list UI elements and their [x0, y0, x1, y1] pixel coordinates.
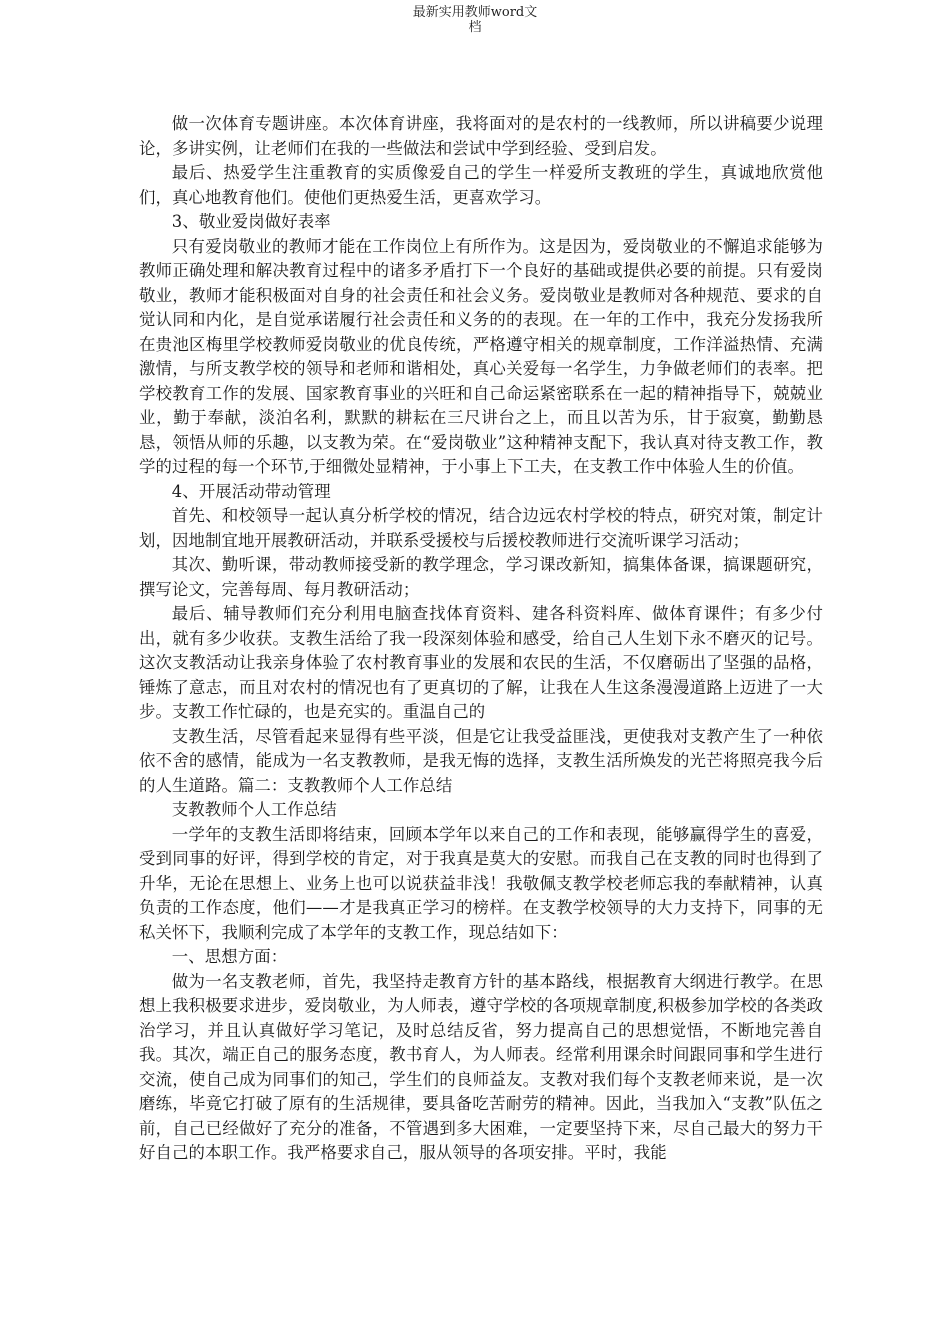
section-heading-3: 3、敬业爱岗做好表率 [171, 212, 331, 231]
paragraph-last-guide: 最后、辅导教师们充分利用电脑查找体育资料、建各科资料库、做体育课件；有多少付出，就有多少收获。支教生活给了我一段深刻体验和感受，给自己人生划下永不磨灭的记号。这次支教活动让我亲身体验了农村教育事业的发展和农民的生活，不仅磨砺出了坚强的品格，锤炼了意志，而且对农村的情况也有了更真切的了解，让我在人生这条漫漫道路上迈进了一大步。支教工作忙碌的，也是充实的。重温自己的 [139, 604, 823, 721]
paragraph-thought: 做为一名支教老师，首先，我坚持走教育方针的基本路线，根据教育大纲进行教学。在思想上我积极要求进步，爱岗敬业，为人师表，遵守学校的各项规章制度,积极参加学校的各类政治学习，并且认真做好学习笔记，及时总结反省，努力提高自己的思想觉悟，不断地完善自我。其次，端正自己的服务态度，教书育人，为人师表。经常利用课余时间跟同事和学生进行交流，使自己成为同事们的知己，学生们的良师益友。支教对我们每个支教老师来说，是一次磨练，毕竟它打破了原有的生活规律，要具备吃苦耐劳的精神。因此，当我加入“支教”队伍之前，自己已经做好了充分的准备，不管遇到多大困难，一定要坚持下来，尽自己最大的努力干好自己的本职工作。我严格要求自己，服从领导的各项安排。平时，我能 [139, 971, 823, 1162]
header-line-2: 档 [468, 20, 482, 35]
paragraph-dedication: 只有爱岗敬业的教师才能在工作岗位上有所作为。这是因为，爱岗敬业的不懈追求能够为教师正确处理和解决教育过程中的诸多矛盾打下一个良好的基础或提供必要的前提。只有爱岗敬业，教师才能积极面对自身的社会责任和社会义务。爱岗敬业是教师对各种规范、要求的自觉认同和内化，是自觉承诺履行社会责任和义务的的表现。在一年的工作中，我充分发扬我所在贵池区梅里学校教师爱岗敬业的优良传统，严格遵守相关的规章制度，工作洋溢热情、充满激情，与所支教学校的领导和老师和谐相处，真心关爱每一名学生，力争做老师们的表率。把学校教育工作的发展、国家教育事业的兴旺和自己命运紧密联系在一起的精神指导下，兢兢业业，勤于奉献，淡泊名利，默默的耕耘在三尺讲台之上，而且以苦为乐，甘于寂寞，勤勤恳恳，领悟从师的乐趣，以支教为荣。在“爱岗敬业”这种精神支配下，我认真对待支教工作，教学的过程的每一个环节,于细微处显精神，于小事上下工夫，在支教工作中体验人生的价值。 [139, 236, 823, 476]
paragraph-first-plan: 首先、和校领导一起认真分析学校的情况，结合边远农村学校的特点，研究对策，制定计划，因地制宜地开展教研活动，并联系受援校与后援校教师进行交流听课学习活动； [139, 506, 823, 550]
paragraph-teaching-life: 支教生活，尽管看起来显得有些平淡，但是它让我受益匪浅，更使我对支教产生了一种依依不舍的感情，能成为一名支教教师，是我无悔的选择，支教生活所焕发的光芒将照亮我今后的人生道路。篇二：支教教师个人工作总结 [139, 726, 823, 795]
section-heading-thought: 一、思想方面： [171, 947, 288, 966]
header-line-1: 最新实用教师word文 [412, 5, 538, 20]
document-body [139, 112, 823, 1166]
paragraph-love-students: 最后、热爱学生注重教育的实质像爱自己的学生一样爱所支教班的学生，真诚地欣赏他们，真心地教育他们。使他们更热爱生活，更喜欢学习。 [139, 163, 823, 207]
subtitle-summary: 支教教师个人工作总结 [171, 800, 337, 819]
paragraph-second-listen: 其次、勤听课，带动教师接受新的教学理念，学习课改新知，搞集体备课，搞课题研究，撰写论文，完善每周、每月教研活动； [139, 555, 823, 599]
section-heading-4: 4、开展活动带动管理 [171, 481, 331, 501]
paragraph-lecture: 做一次体育专题讲座。本次体育讲座，我将面对的是农村的一线教师，所以讲稿要少说理论，多讲实例，让老师们在我的一些做法和尝试中学到经验、受到启发。 [139, 114, 823, 158]
paragraph-year-review: 一学年的支教生活即将结束，回顾本学年以来自己的工作和表现，能够赢得学生的喜爱，受到同事的好评，得到学校的肯定，对于我真是莫大的安慰。而我自己在支教的同时也得到了升华，无论在思想上、业务上也可以说获益非浅！我敬佩支教学校老师忘我的奉献精神，认真负责的工作态度，他们——才是我真正学习的榜样。在支教学校领导的大力支持下，同事的无私关怀下，我顺利完成了本学年的支教工作，现总结如下： [139, 824, 823, 942]
page-header [0, 5, 950, 35]
